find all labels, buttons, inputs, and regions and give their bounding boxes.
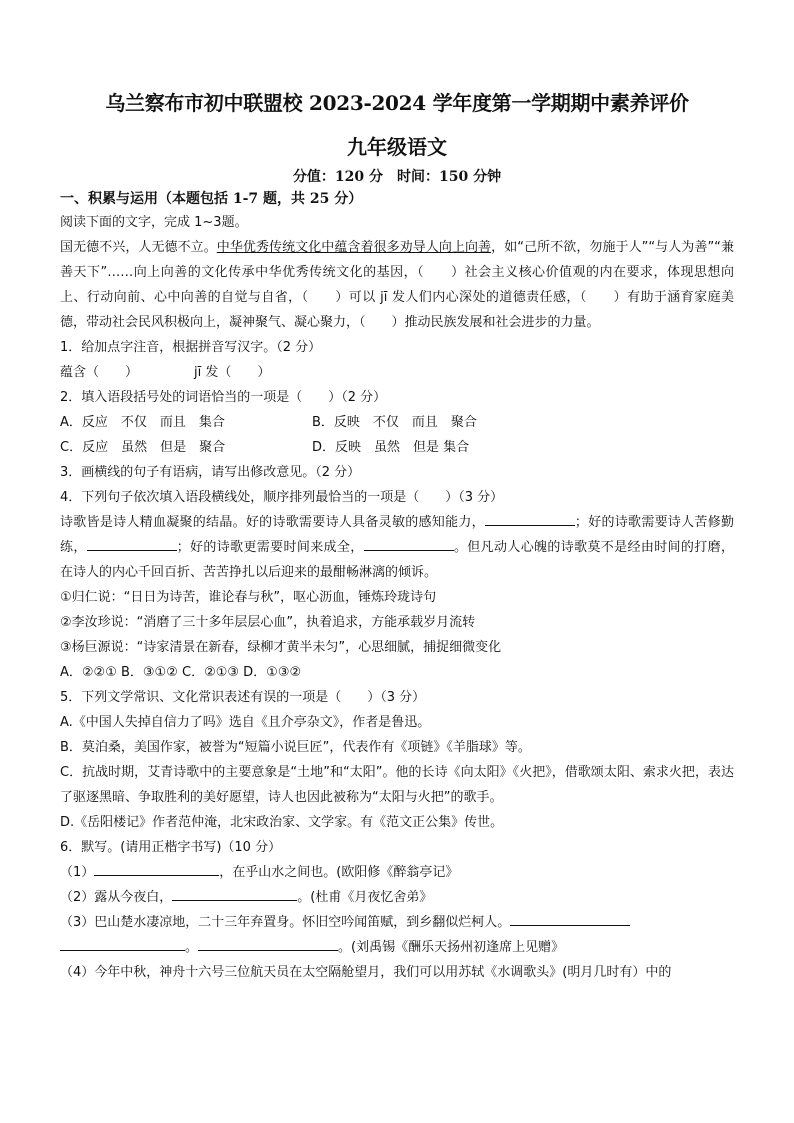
question-5: 5．下列文学常识、文化常识表述有误的一项是（ ）（3 分） — [60, 690, 426, 705]
q6-item-3 — [60, 910, 734, 935]
q6-item-3-source: 。(刘禹锡《酬乐天扬州初逢席上见赠》 — [338, 940, 565, 955]
q4-text-part-4: 。但凡动人心魄的诗歌莫不是经由时间的打磨，在诗人的内心千回百折、苦苦挣扎以后迎来的最酣畅淋漓的倾诉。 — [60, 540, 734, 580]
exam-title: 乌兰察布市初中联盟校 2023-2024 学年度第一学期期中素养评价 — [105, 91, 689, 115]
q5-option-d: D.《岳阳楼记》作者范仲淹，北宋政治家、文学家。有《范文正公集》传世。 — [60, 815, 504, 830]
q4-text-part-1: 诗歌皆是诗人精血凝聚的结晶。好的诗歌需要诗人具备灵敏的感知能力， — [60, 515, 485, 530]
answer-blank[interactable] — [485, 511, 575, 526]
answer-blank[interactable] — [94, 861, 219, 876]
q6-item-2-source: 。(杜甫《月夜忆舍弟》 — [297, 890, 433, 905]
q4-passage — [60, 510, 734, 585]
q5-option-b: B．莫泊桑，美国作家，被誉为“短篇小说巨匠”，代表作有《项链》《羊脂球》等。 — [60, 740, 531, 755]
q2-option-a: A．反应 不仅 而且 集合 — [60, 415, 225, 430]
question-3: 3．画横线的句子有语病，请写出修改意见。（2 分） — [60, 465, 361, 480]
q6-item-1 — [60, 860, 734, 885]
q4-text-part-3: ；好的诗歌更需要时间来成全， — [176, 540, 364, 555]
underlined-sentence: 中华优秀传统文化中蕴含着很多劝导人向上向善 — [216, 240, 492, 255]
q6-item-2-text: （2）露从今夜白， — [60, 890, 173, 905]
q4-options: A．②②① B．③①② C．②①③ D．①③② — [60, 665, 302, 680]
answer-blank[interactable] — [60, 936, 185, 951]
passage-rest: ，如“己所不欲，勿施于人”“与人为善”“兼善天下”……向上向善的文化传承中华优秀传统文化的基因，（ ）社会主义核心价值观的内在要求，体现思想向上、行动向前、心中向善的自觉与自省，（ ）可以 jī 发人们内心深处的道德责任感，（ ）有助于涵育家庭美德，带动社会民风积极向上，凝神聚气、凝心聚力，（ ）推动民族发展和社会进步的力量。 — [60, 240, 734, 330]
q6-item-4: （4）今年中秋，神舟十六号三位航天员在太空隔舱望月，我们可以用苏轼《水调歌头》(明月几时有）中的 — [60, 965, 672, 980]
reading-instruction: 阅读下面的文字，完成 1~3题。 — [60, 215, 248, 230]
q4-item-2: ②李汝珍说：“消磨了三十多年层层心血”，执着追求，方能承载岁月流转 — [60, 615, 476, 630]
q6-item-3-text: （3）巴山楚水凄凉地，二十三年弃置身。怀旧空吟闻笛赋，到乡翻似烂柯人。 — [60, 915, 511, 930]
score-time-info: 分值：120 分 时间：150 分钟 — [292, 169, 502, 185]
passage-start: 国无德不兴，人无德不立。 — [60, 240, 217, 255]
q2-option-b: B．反映 不仅 而且 聚合 — [312, 415, 477, 430]
q2-option-c: C．反应 虽然 但是 聚合 — [60, 440, 226, 455]
q6-item-3-continued — [60, 935, 734, 960]
answer-blank[interactable] — [364, 536, 454, 551]
q4-item-3: ③杨巨源说：“诗家清景在新春，绿柳才黄半未匀”，心思细腻，捕捉细微变化 — [60, 640, 502, 655]
q1-item-a: 蕴含（ ） — [60, 365, 139, 380]
q1-item-b: jī 发（ ） — [194, 365, 271, 380]
q2-options-row-1 — [60, 410, 734, 435]
q6-item-1-number: （1） — [60, 865, 95, 880]
question-1-items — [60, 360, 734, 385]
q5-option-c: C．抗战时期，艾青诗歌中的主要意象是“土地”和“太阳”。他的长诗《向太阳》《火把》，借歌颂太阳、索求火把，表达了驱逐黑暗、争取胜利的美好愿望，诗人也因此被称为“太阳与火把”的歌手。 — [60, 765, 734, 805]
question-4: 4．下列句子依次填入语段横线处，顺序排列最恰当的一项是（ ）（3 分） — [60, 490, 504, 505]
q6-item-2 — [60, 885, 734, 910]
q5-option-a: A.《中国人失掉自信力了吗》选自《且介亭杂文》，作者是鲁迅。 — [60, 715, 431, 730]
answer-blank[interactable] — [198, 936, 338, 951]
answer-blank[interactable] — [87, 536, 177, 551]
q2-option-d: D．反映 虽然 但是 集合 — [312, 440, 470, 455]
exam-page — [60, 88, 734, 985]
q6-item-3-period: 。 — [185, 940, 199, 955]
q6-item-1-text: ，在乎山水之间也。(欧阳修《醉翁亭记》 — [219, 865, 459, 880]
q4-item-1: ①归仁说：“日日为诗苦，谁论春与秋”，呕心沥血，锤炼玲珑诗句 — [60, 590, 437, 605]
question-1: 1．给加点字注音，根据拼音写汉字。（2 分） — [60, 340, 322, 355]
exam-subtitle: 九年级语文 — [347, 135, 447, 159]
reading-passage — [60, 235, 734, 335]
question-2: 2．填入语段括号处的词语恰当的一项是（ ）（2 分） — [60, 390, 387, 405]
q4-text-part-2: ；好的诗歌需要诗人苦修勤练， — [60, 515, 734, 555]
q2-options-row-2 — [60, 435, 734, 460]
answer-blank[interactable] — [172, 886, 297, 901]
answer-blank[interactable] — [510, 911, 630, 926]
question-6: 6．默写。(请用正楷字书写)（10 分） — [60, 840, 282, 855]
section-heading: 一、积累与运用（本题包括 1-7 题，共 25 分） — [60, 191, 363, 207]
